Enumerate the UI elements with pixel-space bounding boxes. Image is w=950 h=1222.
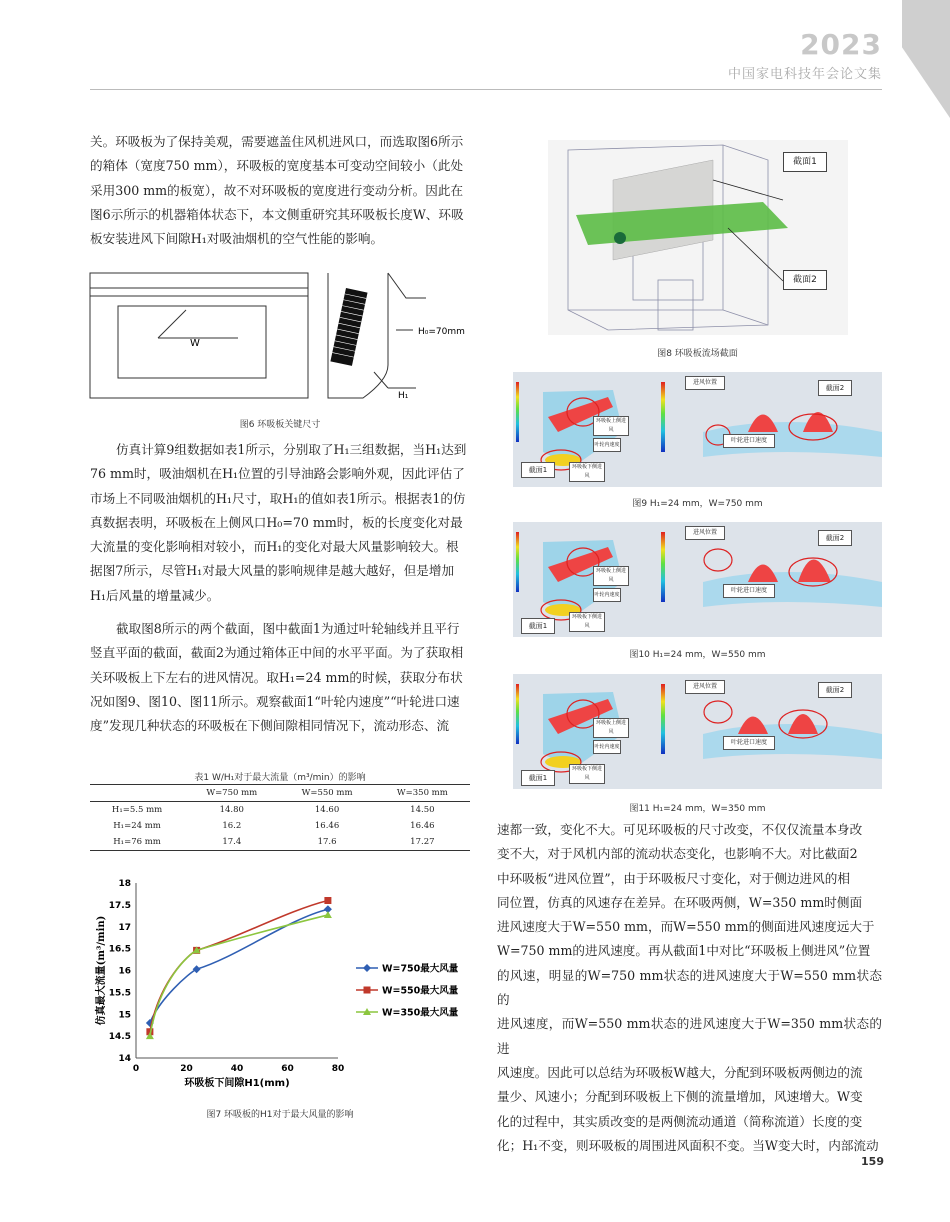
sim11-impeller-inlet: 叶轮进口速度 bbox=[723, 736, 775, 750]
y-tick-label: 18 bbox=[118, 879, 131, 889]
figure-10 bbox=[513, 522, 882, 637]
text-line: 况如图9、图10、图11所示。观察截面1“叶轮内速度”“叶轮进口速 bbox=[90, 693, 460, 709]
fig7-caption: 图7 环吸板的H1对于最大风量的影响 bbox=[206, 1110, 354, 1120]
figure-6 bbox=[88, 270, 473, 405]
legend-marker bbox=[363, 964, 371, 972]
table-cell: 16.2 bbox=[222, 821, 242, 831]
legend-marker bbox=[364, 987, 371, 994]
fig9-caption: 图9 H₁=24 mm，W=750 mm bbox=[632, 499, 763, 509]
table-cell: 14.60 bbox=[314, 805, 340, 815]
figure-11 bbox=[513, 674, 882, 789]
header-book-title: 中国家电科技年会论文集 bbox=[727, 67, 882, 82]
figure-9 bbox=[513, 372, 882, 487]
figure-7 bbox=[88, 873, 473, 1098]
text-line: 市场上不同吸油烟机的H₁尺寸，取H₁的值如表1所示。根据表1的仿 bbox=[90, 490, 466, 506]
text-line: 截取图8所示的两个截面，图中截面1为通过叶轮轴线并且平行 bbox=[116, 621, 460, 636]
text-line: 关环吸板上下左右的进风情况。取H₁=24 mm的时候，获取分布状 bbox=[90, 669, 463, 685]
table-header-cell: W=750 mm bbox=[206, 788, 258, 798]
table-cell: 14.80 bbox=[219, 805, 244, 815]
fig7-chart bbox=[88, 873, 473, 1098]
x-tick-label: 0 bbox=[132, 1064, 140, 1074]
text-line: 的风速，明显的W=750 mm状态的进风速度大于W=550 mm状态的 bbox=[497, 967, 882, 1008]
fig6-caption: 图6 环吸板关键尺寸 bbox=[239, 420, 321, 430]
x-tick-label: 80 bbox=[331, 1064, 345, 1074]
figure-8 bbox=[548, 140, 848, 335]
sim10-impeller-inlet: 叶轮进口速度 bbox=[723, 584, 775, 598]
table1-title: 表1 W/H₁对于最大流量（m³/min）的影响 bbox=[194, 773, 366, 783]
text-line: 变不大，对于风机内部的流动状态变化，也影响不大。对比截面2 bbox=[497, 846, 858, 862]
y-tick-label: 14.5 bbox=[108, 1032, 131, 1043]
text-line: 化的过程中，其实质改变的是两侧流动通道（简称流道）长度的变 bbox=[497, 1113, 863, 1129]
data-point bbox=[193, 965, 201, 973]
sim10-upper: 环吸板上侧进风 bbox=[593, 566, 629, 586]
text-line: 采用300 mm的板宽），故不对环吸板的宽度进行变动分析。因此在 bbox=[90, 182, 464, 198]
y-tick-label: 16.5 bbox=[108, 944, 131, 955]
table-header-cell bbox=[90, 785, 184, 802]
sim9-sec2: 截面2 bbox=[818, 380, 852, 396]
sim10-inlet-pos: 进风位置 bbox=[685, 526, 725, 540]
text-line: 仿真计算9组数据如表1所示，分别取了H₁三组数据，当H₁达到 bbox=[116, 442, 467, 457]
sim11-sec1: 截面1 bbox=[521, 770, 555, 786]
text-line: 竖直平面的截面，截面2为通过箱体正中间的水平平面。为了获取相 bbox=[90, 645, 464, 661]
data-point bbox=[324, 911, 332, 918]
table-row bbox=[90, 802, 470, 819]
text-line: 关。环吸板为了保持美观，需要遮盖住风机进风口，而选取图6所示 bbox=[90, 134, 464, 149]
text-line: 据图7所示，尽管H₁对最大风量的影响规律是越大越好，但是增加 bbox=[90, 563, 455, 579]
fig6-drawing bbox=[88, 270, 473, 405]
text-line: 化；H₁不变，则环吸板的周围进风面积不变。当W变大时，内部流动 bbox=[497, 1137, 879, 1153]
text-line: H₁后风量的增量减少。 bbox=[90, 587, 220, 603]
y-tick-label: 15 bbox=[118, 1010, 131, 1021]
table-header-cell: W=350 mm bbox=[396, 788, 448, 798]
table-cell: H₁=76 mm bbox=[113, 837, 161, 847]
table-row bbox=[90, 834, 470, 851]
y-tick-label: 16 bbox=[118, 966, 131, 977]
text-line: 进风速度，而W=550 mm状态的进风速度大于W=350 mm状态的进 bbox=[497, 1016, 882, 1056]
legend-label: W=550最大风量 bbox=[382, 985, 459, 997]
x-axis-label: 环吸板下间隙H1(mm) bbox=[184, 1078, 290, 1089]
x-tick-label: 40 bbox=[230, 1064, 244, 1074]
table1 bbox=[90, 784, 470, 851]
legend-label: W=350最大风量 bbox=[382, 1007, 459, 1019]
table-cell: H₁=24 mm bbox=[113, 821, 161, 831]
sim10-lower: 环吸板下侧进风 bbox=[569, 612, 605, 632]
sim11-inner: 叶轮内速度 bbox=[593, 740, 621, 754]
paragraph-3 bbox=[90, 617, 470, 738]
sim9-inlet-pos: 进风位置 bbox=[685, 376, 725, 390]
series-line bbox=[150, 915, 328, 1036]
table-header-row bbox=[90, 785, 470, 802]
y-tick-label: 17.5 bbox=[108, 900, 131, 911]
sim11-sec2: 截面2 bbox=[818, 682, 852, 698]
sim9-upper: 环吸板上侧进风 bbox=[593, 416, 629, 436]
text-line: 度”发现几种状态的环吸板在下侧间隙相同情况下，流动形态、流 bbox=[90, 718, 450, 734]
text-line: 量少、风速小；分配到环吸板上下侧的流量增加，风速增大。W变 bbox=[497, 1089, 863, 1105]
fig10-caption: 图10 H₁=24 mm，W=550 mm bbox=[629, 650, 766, 660]
sim10-sec1: 截面1 bbox=[521, 618, 555, 634]
text-line: 76 mm时，吸油烟机在H₁位置的引导油路会影响外观，因此评估了 bbox=[90, 466, 465, 482]
sim9-lower: 环吸板下侧进风 bbox=[569, 462, 605, 482]
y-axis-label: 仿真最大流量(m³/min) bbox=[96, 915, 107, 1026]
sim9-sec1: 截面1 bbox=[521, 462, 555, 478]
header-year: 2023 bbox=[800, 28, 882, 61]
text-line: 真数据表明，环吸板在上侧风口H₀=70 mm时，板的长度变化对最 bbox=[90, 514, 463, 530]
text-line: 同位置，仿真的风速存在差异。在环吸两侧，W=350 mm时侧面 bbox=[497, 894, 863, 910]
sim10-inner: 叶轮内速度 bbox=[593, 588, 621, 602]
sim11-inlet-pos: 进风位置 bbox=[685, 680, 725, 694]
text-line: 速都一致，变化不大。可见环吸板的尺寸改变，不仅仅流量本身改 bbox=[497, 822, 863, 837]
table-cell: 17.4 bbox=[222, 837, 242, 847]
table-cell: 16.46 bbox=[314, 821, 340, 831]
text-line: 风速度。因此可以总结为环吸板W越大，分配到环吸板两侧边的流 bbox=[497, 1064, 863, 1080]
table-header-cell: W=550 mm bbox=[301, 788, 353, 798]
fig11-caption: 图11 H₁=24 mm，W=350 mm bbox=[629, 804, 766, 814]
corner-tab bbox=[902, 0, 950, 118]
sim11-upper: 环吸板上侧进风 bbox=[593, 718, 629, 738]
table-cell: 14.50 bbox=[410, 805, 435, 815]
x-tick-label: 20 bbox=[180, 1064, 193, 1074]
text-line: 板安装进风下间隙H₁对吸油烟机的空气性能的影响。 bbox=[90, 231, 384, 247]
header-rule bbox=[90, 89, 882, 90]
paragraph-right bbox=[497, 818, 882, 1158]
sim9-impeller-inlet: 叶轮进口速度 bbox=[723, 434, 775, 448]
y-tick-label: 17 bbox=[118, 922, 131, 933]
text-line: 的箱体（宽度750 mm），环吸板的宽度基本可变动空间较小（此处 bbox=[90, 158, 464, 174]
page-number: 159 bbox=[861, 1155, 884, 1168]
series-line bbox=[150, 901, 328, 1032]
y-tick-label: 14 bbox=[118, 1054, 131, 1064]
paragraph-2 bbox=[90, 438, 470, 608]
paragraph-1 bbox=[90, 130, 470, 251]
fig6-label-h1: H₁ bbox=[398, 391, 409, 401]
fig6-label-h0: H₀=70mm bbox=[418, 327, 465, 337]
text-line: 进风速度大于W=550 mm，而W=550 mm的侧面进风速度远大于 bbox=[497, 919, 875, 935]
x-tick-label: 60 bbox=[281, 1064, 294, 1074]
text-line: W=750 mm的进风速度。再从截面1中对比“环吸板上侧进风”位置 bbox=[497, 943, 871, 959]
fig8-label-1: 截面1 bbox=[783, 152, 827, 172]
sim11-lower: 环吸板下侧进风 bbox=[569, 764, 605, 784]
table-cell: 17.27 bbox=[410, 837, 435, 847]
table-cell: 17.6 bbox=[317, 837, 337, 847]
fig6-label-w: W bbox=[190, 338, 200, 349]
sim10-sec2: 截面2 bbox=[818, 530, 852, 546]
fig8-label-2: 截面2 bbox=[783, 270, 827, 290]
series-line bbox=[150, 909, 328, 1023]
fig8-caption: 图8 环吸板流场截面 bbox=[657, 349, 738, 359]
table-cell: H₁=5.5 mm bbox=[111, 805, 163, 815]
table-cell: 16.46 bbox=[410, 821, 435, 831]
sim9-inner: 叶轮内速度 bbox=[593, 438, 621, 452]
legend-label: W=750最大风量 bbox=[382, 963, 459, 975]
y-tick-label: 15.5 bbox=[108, 988, 131, 999]
text-line: 大流量的变化影响相对较小，而H₁的变化对最大风量影响较大。根 bbox=[90, 539, 459, 555]
table-row bbox=[90, 818, 470, 834]
text-line: 中环吸板“进风位置”，由于环吸板尺寸变化，对于侧边进风的相 bbox=[497, 870, 850, 886]
data-point bbox=[324, 897, 331, 904]
text-line: 图6示所示的机器箱体状态下，本文侧重研究其环吸板长度W、环吸 bbox=[90, 206, 464, 222]
